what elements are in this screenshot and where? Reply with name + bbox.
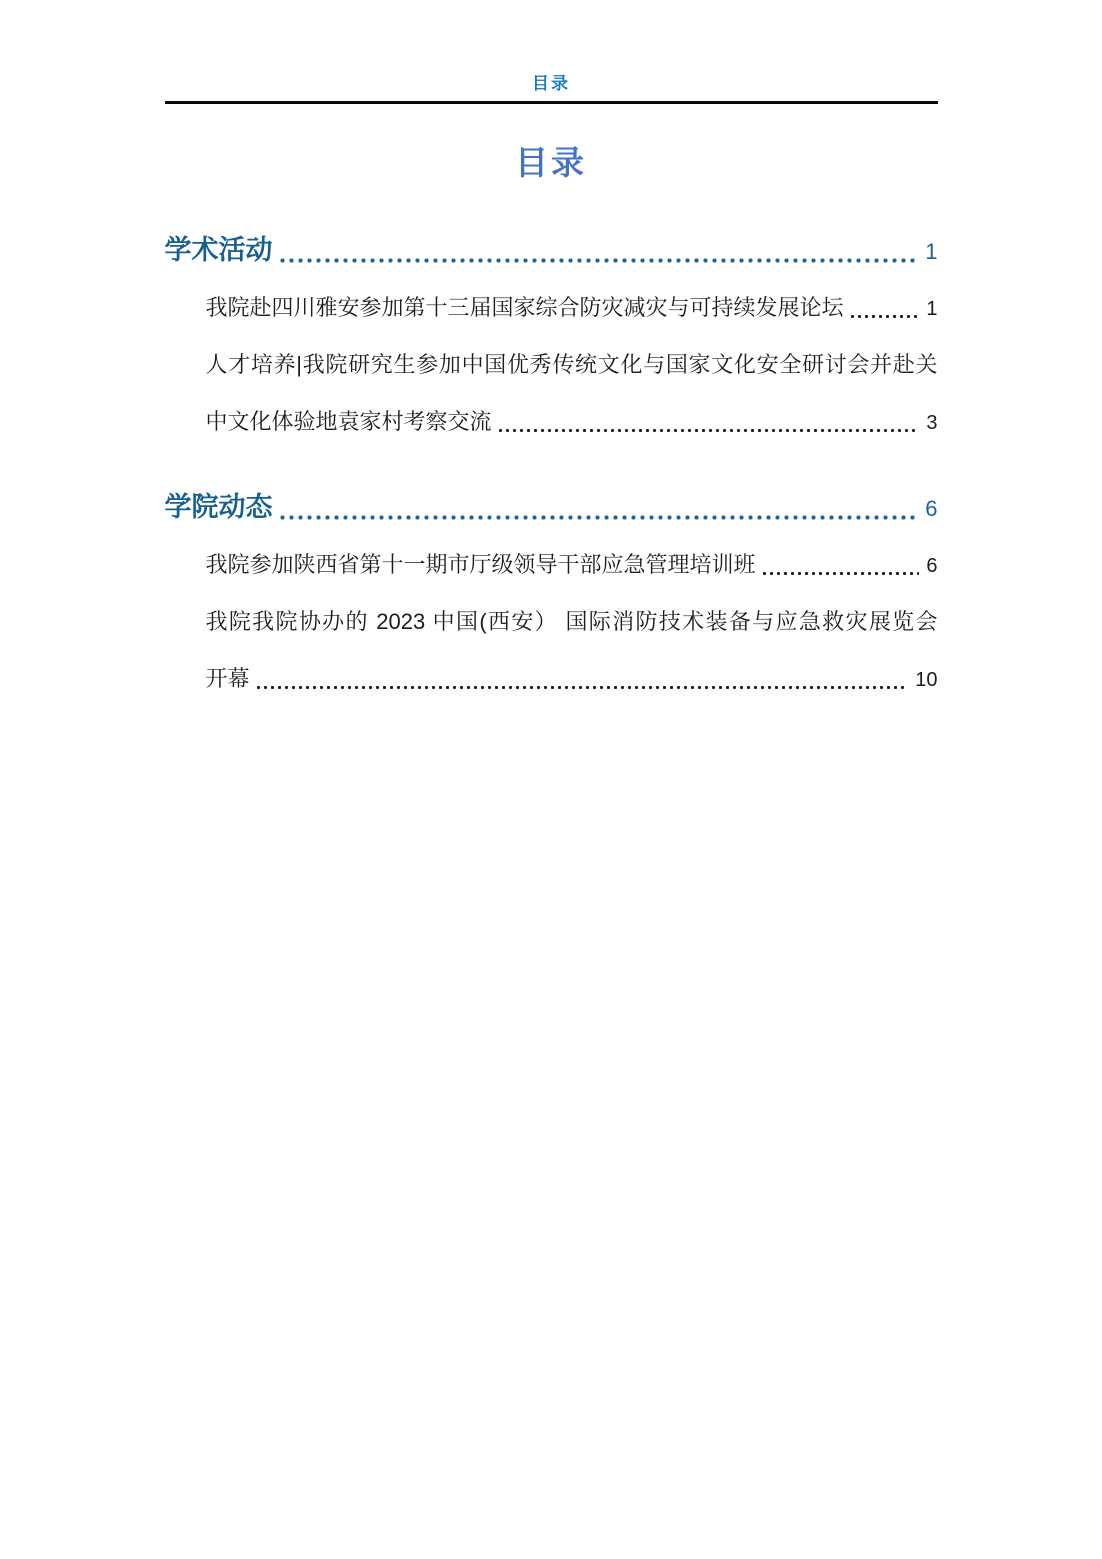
header-title: 目录 xyxy=(532,74,570,93)
document-page xyxy=(165,0,938,707)
toc-entry-row[interactable] xyxy=(165,536,938,593)
dot-leader xyxy=(497,393,920,450)
toc-entry-line-wrapped[interactable]: 我院我院协办的 2023 中国(西安） 国际消防技术装备与应急救灾展览会 xyxy=(205,608,938,634)
toc-entry-label: 中文化体验地袁家村考察交流 xyxy=(205,408,492,434)
dot-leader xyxy=(278,479,918,536)
dot-leader xyxy=(255,650,909,707)
toc-section-college-news xyxy=(165,479,938,707)
toc-page-number: 1 xyxy=(925,238,938,264)
dot-leader xyxy=(849,279,920,336)
document-title: 目录 xyxy=(515,144,587,182)
table-of-contents xyxy=(165,222,938,707)
toc-heading-label: 学院动态 xyxy=(164,491,273,522)
toc-entry-label: 我院赴四川雅安参加第十三届国家综合防灾减灾与可持续发展论坛 xyxy=(205,294,844,320)
toc-entry-label: 我院参加陕西省第十一期市厅级领导干部应急管理培训班 xyxy=(205,551,756,577)
toc-heading-label: 学术活动 xyxy=(164,234,273,265)
toc-entry-row[interactable] xyxy=(165,650,938,707)
toc-page-number: 3 xyxy=(926,411,938,434)
toc-page-number: 1 xyxy=(926,297,938,320)
dot-leader xyxy=(761,536,920,593)
page-header xyxy=(165,74,938,104)
toc-entry-row[interactable] xyxy=(165,393,938,450)
dot-leader xyxy=(278,222,918,279)
toc-entry-row[interactable] xyxy=(165,279,938,336)
toc-page-number: 6 xyxy=(926,554,938,577)
toc-page-number: 6 xyxy=(925,495,938,521)
toc-heading-row[interactable] xyxy=(165,479,938,536)
toc-entry-label: 开幕 xyxy=(205,665,250,691)
toc-entry-line-wrapped[interactable]: 人才培养|我院研究生参加中国优秀传统文化与国家文化安全研讨会并赴关 xyxy=(205,351,938,377)
toc-heading-row[interactable] xyxy=(165,222,938,279)
toc-page-number: 10 xyxy=(915,668,938,691)
toc-section-academic-activities xyxy=(165,222,938,450)
